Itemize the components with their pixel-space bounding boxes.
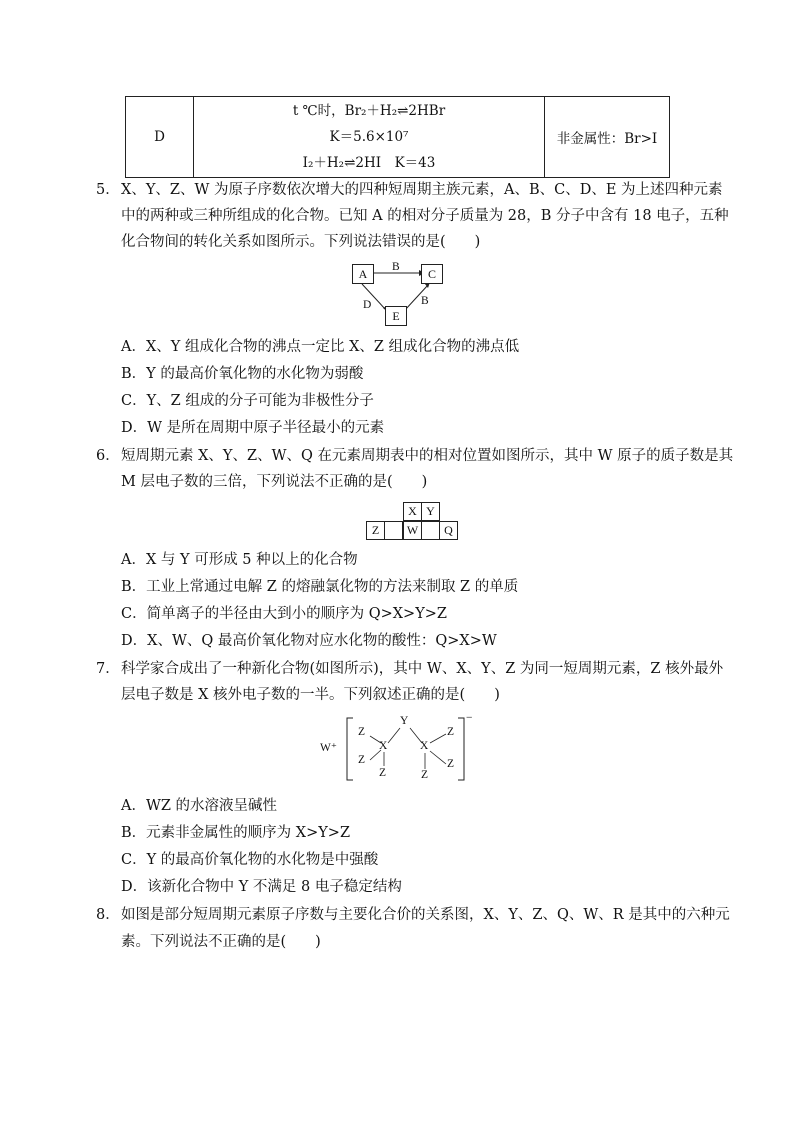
cell-q: Q xyxy=(439,521,458,540)
atom-x-right: X xyxy=(420,740,429,752)
q6-stem-line2: M 层电子数的三倍，下列说法不正确的是( ) xyxy=(121,474,428,490)
q5-number: 5． xyxy=(96,182,120,198)
constant-br: K＝5.6×10⁷ xyxy=(329,129,409,145)
node-c: C xyxy=(421,264,443,284)
equation-i: I₂＋H₂⇌2HI K＝43 xyxy=(302,155,436,171)
row-label-cell: D xyxy=(126,97,194,178)
q7-number: 7． xyxy=(96,661,120,677)
q7-stem-line2: 层电子数是 X 核外电子数的一半。下列叙述正确的是( ) xyxy=(121,687,500,703)
q5-stem-line1: X、Y、Z、W 为原子序数依次增大的四种短周期主族元素，A、B、C、D、E 为上述四种元素 xyxy=(121,182,723,198)
q6-option-d: D．X、W、Q 最高价氧化物对应水化物的酸性：Q>X>W xyxy=(121,633,497,649)
atom-z-1: Z xyxy=(358,726,366,738)
q5-stem-line3: 化合物间的转化关系如图所示。下列说法错误的是( ) xyxy=(121,234,481,250)
atom-y: Y xyxy=(400,715,409,727)
arrow-label-d: D xyxy=(363,299,372,311)
node-a: A xyxy=(352,264,374,284)
row-middle-cell xyxy=(194,97,545,178)
q8-number: 8． xyxy=(96,907,120,923)
cell-x: X xyxy=(403,502,422,521)
node-e: E xyxy=(385,306,407,326)
anion-charge: − xyxy=(466,712,473,724)
q5-option-a: A．X、Y 组成化合物的沸点一定比 X、Z 组成化合物的沸点低 xyxy=(121,339,520,355)
q8-stem-line1: 如图是部分短周期元素原子序数与主要化合价的关系图，X、Y、Z、Q、W、R 是其中的六种元 xyxy=(121,907,730,923)
q6-number: 6． xyxy=(96,448,120,464)
q7-stem-line1: 科学家合成出了一种新化合物(如图所示)，其中 W、X、Y、Z 为同一短周期元素，Z 核外最外 xyxy=(121,661,724,677)
answer-table-row-d xyxy=(125,96,670,178)
atom-z-5: Z xyxy=(447,758,455,770)
atom-x-left: X xyxy=(379,740,388,752)
q7-option-d: D．该新化合物中 Y 不满足 8 电子稳定结构 xyxy=(121,879,402,895)
cell-empty-2 xyxy=(421,521,440,540)
cation-w: W⁺ xyxy=(320,742,337,754)
q5-option-c: C．Y、Z 组成的分子可能为非极性分子 xyxy=(121,393,374,409)
atom-z-6: Z xyxy=(421,769,429,781)
q5-transformation-diagram xyxy=(350,262,445,328)
q5-stem-line2: 中的两种或三种所组成的化合物。已知 A 的相对分子质量为 28，B 分子中含有 18 电子，五种 xyxy=(121,208,729,224)
equation-br: t ℃时，Br₂＋H₂⇌2HBr xyxy=(292,103,446,119)
q7-option-b: B．元素非金属性的顺序为 X>Y>Z xyxy=(121,825,351,841)
atom-z-2: Z xyxy=(358,754,366,766)
q6-option-b: B．工业上常通过电解 Z 的熔融氯化物的方法来制取 Z 的单质 xyxy=(121,579,519,595)
q6-stem-line1: 短周期元素 X、Y、Z、W、Q 在元素周期表中的相对位置如图所示，其中 W 原子的质子数是其 xyxy=(121,448,734,464)
q8-stem-line2: 素。下列说法不正确的是( ) xyxy=(121,934,321,950)
q6-option-a: A．X 与 Y 可形成 5 种以上的化合物 xyxy=(121,552,358,568)
q6-option-c: C．简单离子的半径由大到小的顺序为 Q>X>Y>Z xyxy=(121,606,448,622)
q7-structure-diagram xyxy=(320,712,480,784)
q5-option-b: B．Y 的最高价氧化物的水化物为弱酸 xyxy=(121,366,364,382)
arrow-label-b-right: B xyxy=(421,295,429,307)
q6-periodic-table-fragment xyxy=(366,502,461,542)
atom-z-3: Z xyxy=(379,767,387,779)
cell-y: Y xyxy=(421,502,440,521)
q7-option-a: A．WZ 的水溶液呈碱性 xyxy=(121,798,278,814)
atom-z-4: Z xyxy=(447,726,455,738)
cell-w: W xyxy=(403,521,422,540)
cell-z: Z xyxy=(366,521,385,540)
arrow-label-b-top: B xyxy=(392,261,400,273)
q5-option-d: D．W 是所在周期中原子半径最小的元素 xyxy=(121,420,385,436)
cell-empty-1 xyxy=(384,521,403,540)
q7-option-c: C．Y 的最高价氧化物的水化物是中强酸 xyxy=(121,852,379,868)
row-right-cell: 非金属性：Br>I xyxy=(545,97,670,178)
